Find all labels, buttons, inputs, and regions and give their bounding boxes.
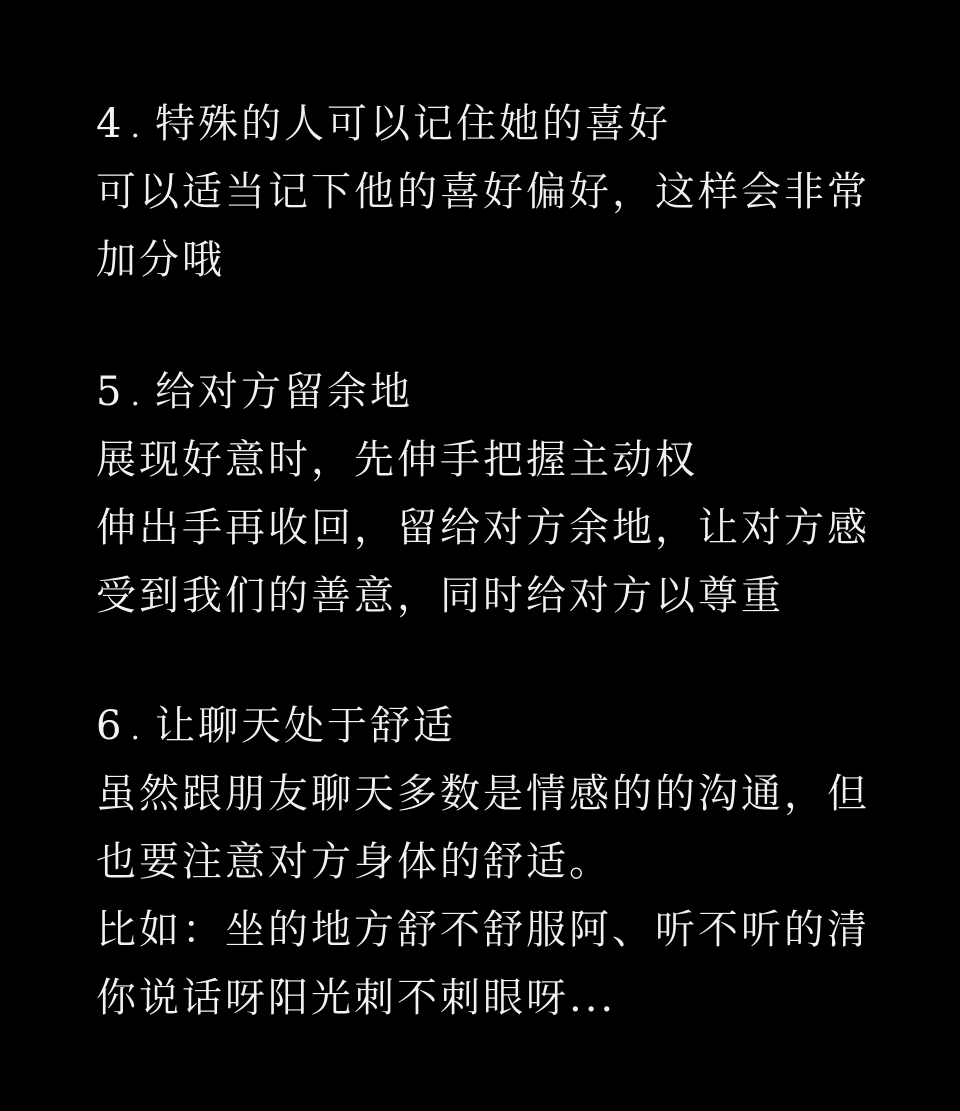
section-heading bbox=[96, 90, 896, 158]
section-heading bbox=[96, 692, 896, 760]
body-line: 你说话呀阳光刺不刺眼呀... bbox=[96, 975, 617, 1021]
body-line: 比如：坐的地方舒不舒服阿、听不听的清 bbox=[96, 907, 870, 953]
section-title: 给对方留余地 bbox=[155, 369, 413, 415]
body-line: 可以适当记下他的喜好偏好，这样会非常 bbox=[96, 169, 870, 215]
section-number: 6 bbox=[96, 703, 125, 749]
body-line: 也要注意对方身体的舒适。 bbox=[96, 839, 612, 885]
body-line: 展现好意时，先伸手把握主动权 bbox=[96, 437, 698, 483]
body-line: 受到我们的善意，同时给对方以尊重 bbox=[96, 573, 784, 619]
section-separator: . bbox=[130, 110, 143, 145]
tip-section-5 bbox=[96, 358, 896, 630]
body-line: 虽然跟朋友聊天多数是情感的的沟通，但 bbox=[96, 771, 870, 817]
section-separator: . bbox=[130, 378, 143, 413]
tip-section-4 bbox=[96, 90, 896, 294]
section-number: 4 bbox=[96, 101, 125, 147]
section-title: 让聊天处于舒适 bbox=[155, 703, 456, 749]
section-number: 5 bbox=[96, 369, 125, 415]
section-separator: . bbox=[130, 712, 143, 747]
section-heading bbox=[96, 358, 896, 426]
body-line: 伸出手再收回，留给对方余地，让对方感 bbox=[96, 505, 870, 551]
body-line: 加分哦 bbox=[96, 237, 225, 283]
tip-section-6 bbox=[96, 692, 896, 1032]
section-title: 特殊的人可以记住她的喜好 bbox=[155, 101, 671, 147]
